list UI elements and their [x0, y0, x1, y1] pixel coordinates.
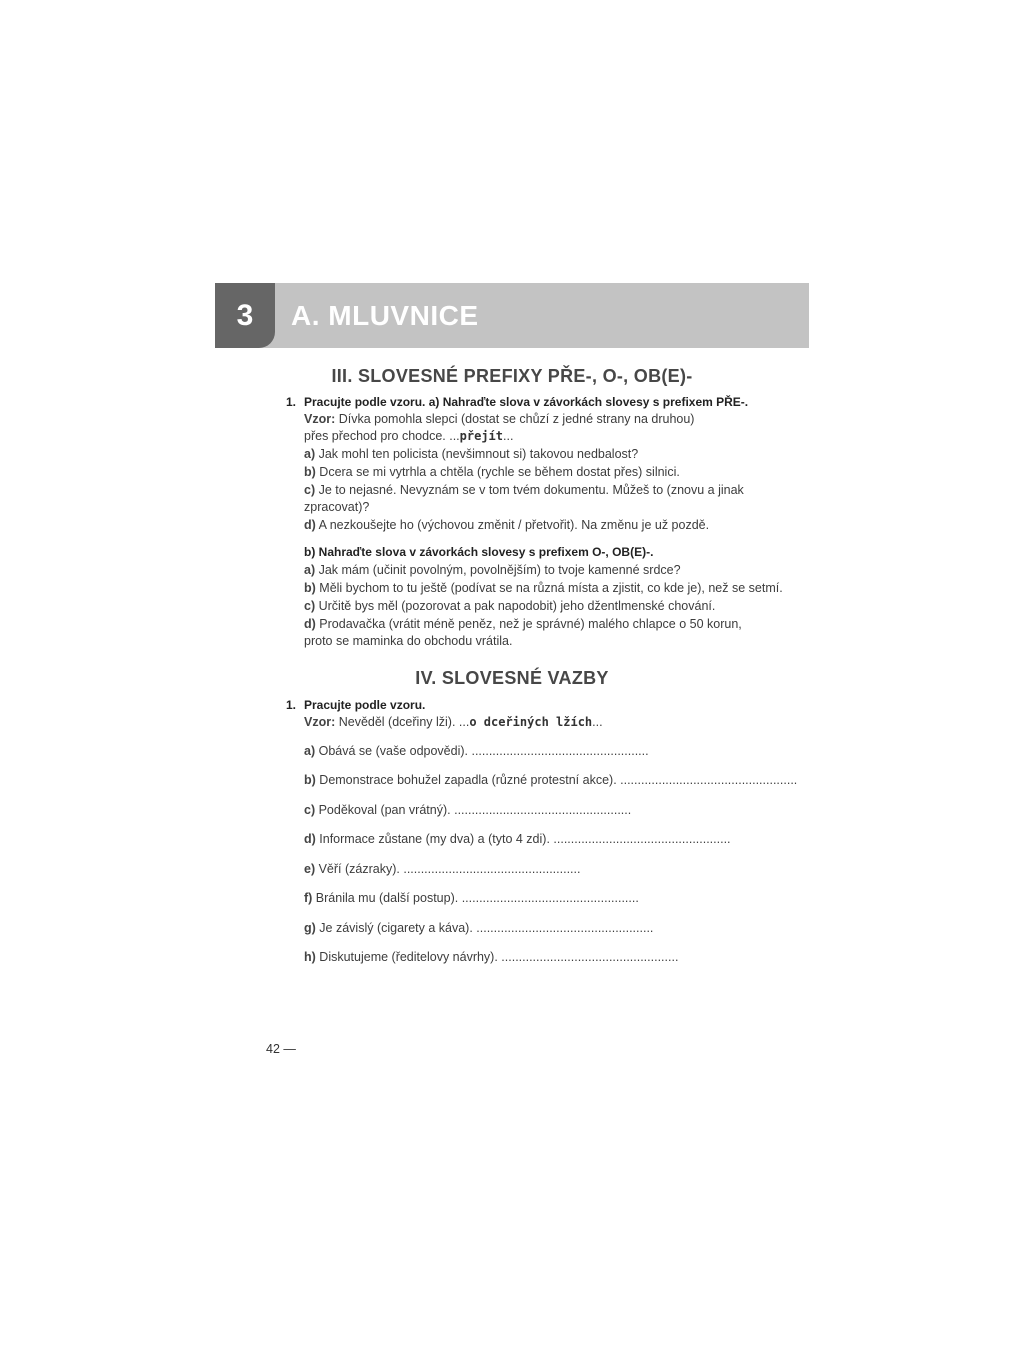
example-line-1 — [304, 412, 694, 426]
fill-in-item: e) Věří (zázraky). ................................................... — [304, 862, 581, 876]
answer-blank[interactable]: ................................................... — [476, 921, 654, 935]
exercise-instruction: Pracujte podle vzoru. a) Nahraďte slova v závorkách slovesy s prefixem PŘE-. — [304, 395, 749, 409]
page-number: 42 — — [266, 1042, 296, 1056]
section-title-iv: IV. SLOVESNÉ VAZBY — [415, 668, 609, 688]
fill-in-item: c) Poděkoval (pan vrátný). ................................................... — [304, 803, 632, 817]
chapter-header-bar — [215, 283, 809, 348]
fill-in-item: f) Bránila mu (další postup). ................................................... — [304, 891, 639, 905]
answer-blank[interactable]: ................................................... — [403, 862, 581, 876]
chapter-title: A. MLUVNICE — [291, 300, 479, 331]
exercise-number: 1. — [286, 698, 297, 712]
fill-in-item: h) Diskutujeme (ředitelovy návrhy). ................................................... — [304, 950, 679, 964]
answer-blank[interactable]: ................................................... — [620, 773, 798, 787]
answer-blank[interactable]: ................................................... — [454, 803, 632, 817]
exercise-instruction: Pracujte podle vzoru. — [304, 698, 426, 712]
list-item: c) Je to nejasné. Nevyznám se v tom tvém dokumentu. Můžeš to (znovu a jinak — [304, 483, 744, 497]
exercise-subinstruction: b) Nahraďte slova v závorkách slovesy s prefixem O-, OB(E)-. — [304, 545, 654, 559]
chapter-number: 3 — [215, 283, 275, 348]
example-answer: o dceřiných lžích — [469, 715, 593, 729]
fill-in-item: d) Informace zůstane (my dva) a (tyto 4 zdi). ................................................... — [304, 832, 731, 846]
list-item: d) A nezkoušejte ho (výchovou změnit / přetvořit). Na změnu je už pozdě. — [304, 518, 710, 532]
example-end: ... — [503, 429, 514, 443]
answer-blank[interactable]: ................................................... — [553, 832, 731, 846]
list-item: b) Měli bychom to tu ještě (podívat se na různá místa a zjistit, co kde je), než se setmí. — [304, 581, 783, 595]
list-item: d) Prodavačka (vrátit méně peněz, než je správné) malého chlapce o 50 korun, — [304, 617, 742, 631]
example-text: Dívka pomohla slepci (dostat se chůzí z jedné strany na druhou) — [335, 412, 695, 426]
example-label: Vzor: — [304, 412, 336, 426]
section-title-iii: III. SLOVESNÉ PREFIXY PŘE-, O-, OB(E)- — [331, 366, 693, 386]
list-item-continuation: proto se maminka do obchodu vrátila. — [304, 634, 513, 648]
fill-in-item: a) Obává se (vaše odpovědi). ................................................... — [304, 744, 649, 758]
example-line-2 — [304, 429, 513, 443]
answer-blank[interactable]: ................................................... — [461, 891, 639, 905]
fill-in-item: b) Demonstrace bohužel zapadla (různé protestní akce). ................................................... — [304, 773, 798, 787]
list-item: a) Jak mohl ten policista (nevšimnout si) takovou nedbalost? — [304, 447, 639, 461]
example-line: Vzor: Nevěděl (dceřiny lži). ...o dceřiných lžích... — [304, 715, 603, 729]
list-item: a) Jak mám (učinit povolným, povolnějším) to tvoje kamenné srdce? — [304, 563, 681, 577]
example-answer: přejít — [459, 429, 504, 443]
fill-in-item: g) Je závislý (cigarety a káva). ................................................... — [304, 921, 654, 935]
exercise-number: 1. — [286, 395, 297, 409]
list-item: b) Dcera se mi vytrhla a chtěla (rychle se během dostat přes) silnici. — [304, 465, 680, 479]
answer-blank[interactable]: ................................................... — [501, 950, 679, 964]
list-item-continuation: zpracovat)? — [304, 500, 370, 514]
example-text: přes přechod pro chodce. ... — [304, 429, 460, 443]
answer-blank[interactable]: ................................................... — [471, 744, 649, 758]
list-item: c) Určitě bys měl (pozorovat a pak napodobit) jeho džentlmenské chování. — [304, 599, 716, 613]
